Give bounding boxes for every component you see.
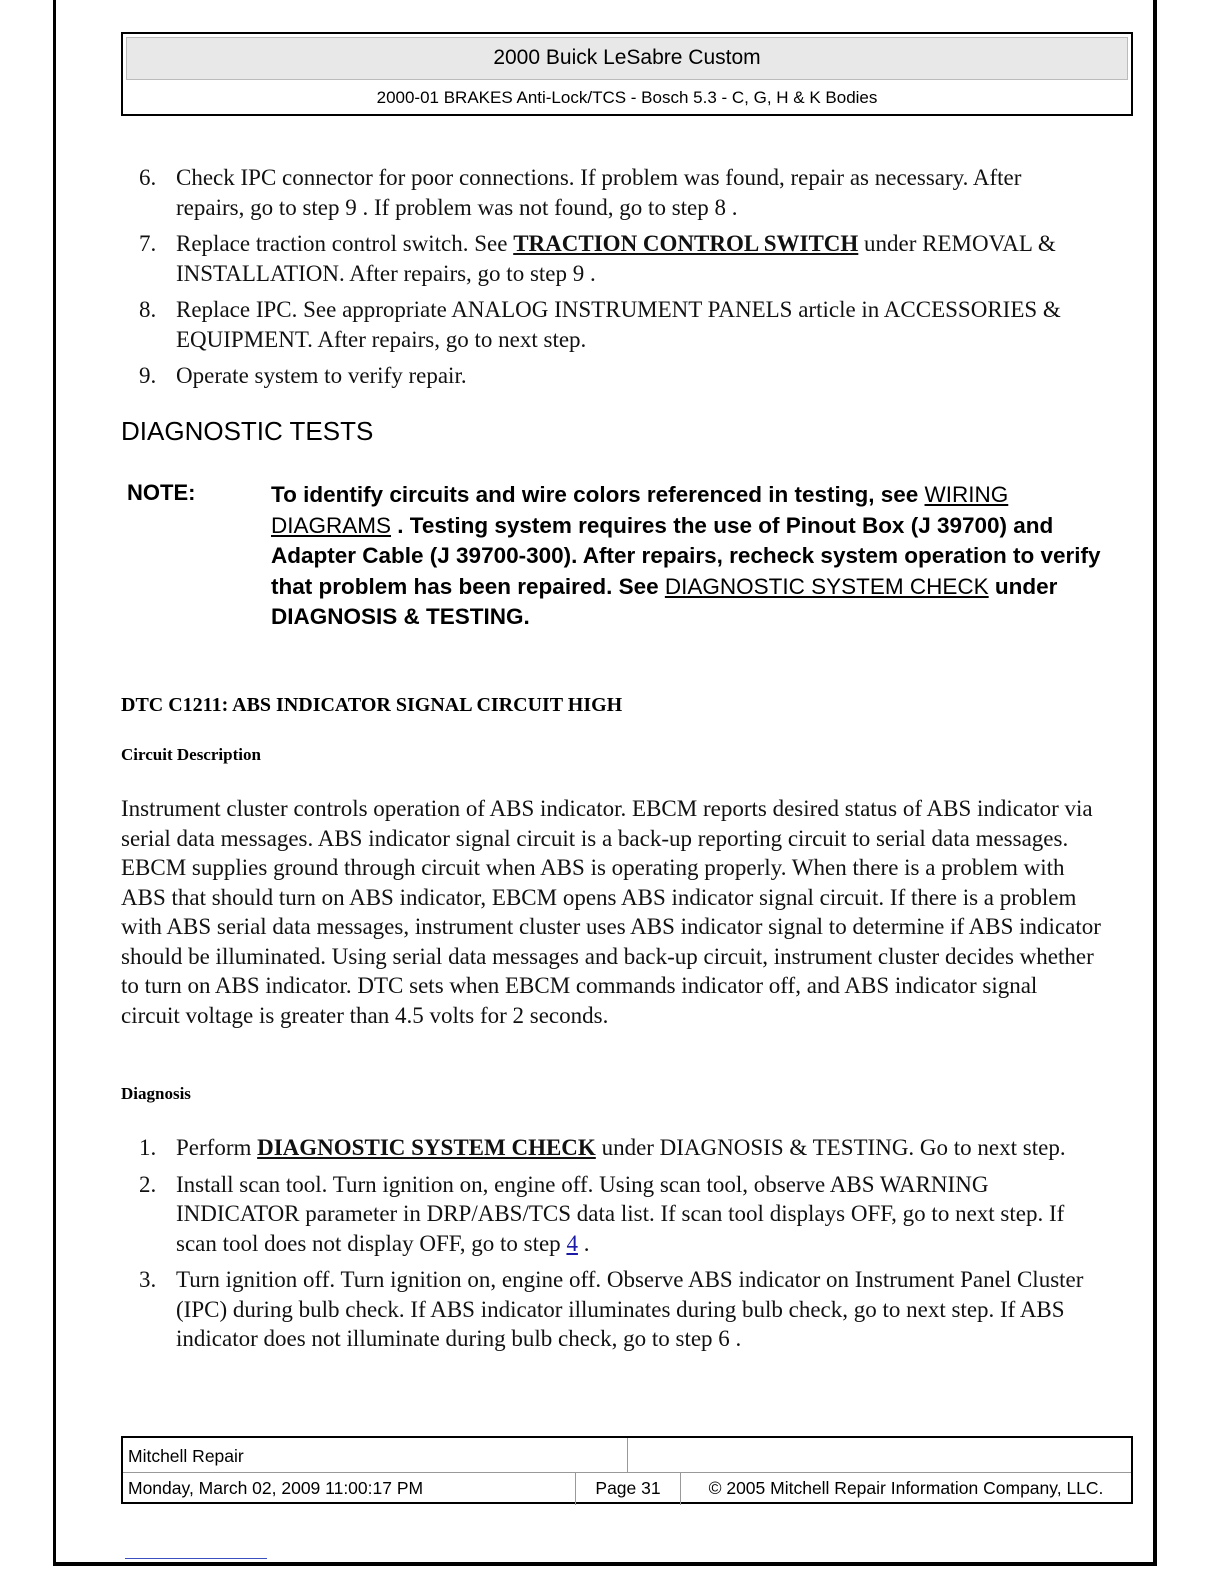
- list-item: [121, 295, 1091, 354]
- footer-datetime: Monday, March 02, 2009 11:00:17 PM: [123, 1473, 576, 1505]
- step-text: under DIAGNOSIS & TESTING. Go to next step.: [595, 1135, 1066, 1160]
- page-footer: [121, 1436, 1133, 1504]
- document-title: 2000 Buick LeSabre Custom: [126, 37, 1128, 80]
- diagnosis-heading: Diagnosis: [121, 1084, 191, 1103]
- note-text: under DIAGNOSIS & TESTING.: [271, 573, 1058, 629]
- step-number: 2.: [139, 1171, 157, 1197]
- list-item: [121, 1133, 1091, 1163]
- footer-copyright: © 2005 Mitchell Repair Information Company, LLC.: [708, 1478, 1104, 1498]
- step-4-link[interactable]: 4: [566, 1230, 578, 1256]
- step-text: Perform: [176, 1135, 258, 1160]
- step-text: Turn ignition off. Turn ignition on, engine off. Observe ABS indicator on Instrument Panel Cluster (IPC) during bulb check. If ABS indicator illuminates during bulb check, go to next step. If ABS indicator does not illuminate during bulb check, go to step 6 .: [176, 1267, 1084, 1351]
- step-number: 1.: [139, 1135, 157, 1160]
- step-number: 6.: [139, 165, 157, 190]
- footer-row: [123, 1472, 1131, 1505]
- circuit-description-heading: Circuit Description: [121, 745, 261, 764]
- document-subtitle: 2000-01 BRAKES Anti-Lock/TCS - Bosch 5.3 - C, G, H & K Bodies: [376, 88, 878, 107]
- list-item: [121, 163, 1091, 222]
- list-item: [121, 229, 1091, 288]
- repair-steps-list: [121, 163, 1091, 398]
- page-header: [121, 32, 1133, 116]
- step-number: 7.: [139, 231, 157, 256]
- diagnosis-steps-list: [121, 1133, 1091, 1361]
- step-text: Check IPC connector for poor connections. If problem was found, repair as necessary. After repairs, go to step 9 . If problem was not found, go to step 8 .: [176, 165, 1022, 220]
- dtc-heading: DTC C1211: ABS INDICATOR SIGNAL CIRCUIT HIGH: [121, 694, 623, 716]
- step-number: 8.: [139, 297, 157, 322]
- bottom-link-rule: [125, 1558, 267, 1559]
- step-text: Install scan tool. Turn ignition on, engine off. Using scan tool, observe ABS WARNING INDICATOR parameter in DRP/ABS/TCS data list. If scan tool displays OFF, go to next step. If scan tool does not display OFF, go to step: [176, 1171, 1065, 1256]
- footer-row: [123, 1438, 1131, 1472]
- note-text: To identify circuits and wire colors referenced in testing, see: [271, 482, 925, 507]
- circuit-description-text: Instrument cluster controls operation of ABS indicator. EBCM reports desired status of ABS indicator via serial data messages. ABS indicator signal circuit is a back-up reporting circuit to serial data messages. EBCM supplies ground through circuit when ABS is operating properly. When there is a problem with ABS that should turn on ABS indicator, EBCM opens ABS indicator signal circuit. If there is a problem with ABS serial data messages, instrument cluster uses ABS indicator signal to determine if ABS indicator should be illuminated. Using serial data messages and back-up circuit, instrument cluster decides whether to turn on ABS indicator. DTC sets when EBCM commands indicator off, and ABS indicator signal circuit voltage is greater than 4.5 volts for 2 seconds.: [121, 796, 1101, 1028]
- step-text: .: [577, 1230, 590, 1256]
- list-item: [121, 361, 1091, 391]
- list-item: [121, 1265, 1091, 1354]
- step-number: 3.: [139, 1267, 157, 1292]
- step-text: under REMOVAL & INSTALLATION. After repairs, go to step 9 .: [176, 231, 1056, 286]
- traction-control-switch-link[interactable]: TRACTION CONTROL SWITCH: [513, 231, 859, 256]
- diagnostic-system-check-link[interactable]: DIAGNOSTIC SYSTEM CHECK: [257, 1135, 596, 1160]
- step-text: Replace IPC. See appropriate ANALOG INSTRUMENT PANELS article in ACCESSORIES & EQUIPMENT. After repairs, go to next step.: [176, 297, 1061, 352]
- list-item: [121, 1170, 1091, 1259]
- diagnostic-system-check-link[interactable]: DIAGNOSTIC SYSTEM CHECK: [664, 573, 989, 599]
- step-text: Operate system to verify repair.: [176, 363, 467, 388]
- note-label: NOTE:: [127, 480, 196, 505]
- note-body: [271, 480, 1101, 633]
- footer-company: Mitchell Repair: [123, 1438, 628, 1472]
- step-text: Replace traction control switch. See: [176, 231, 514, 256]
- section-heading: DIAGNOSTIC TESTS: [121, 416, 374, 446]
- footer-page-number: Page 31: [576, 1473, 681, 1505]
- wiring-diagrams-link[interactable]: WIRING DIAGRAMS: [271, 482, 1009, 538]
- step-number: 9.: [139, 363, 157, 388]
- note-text: . Testing system requires the use of Pinout Box (J 39700) and Adapter Cable (J 39700-300). After repairs, recheck system operation to verify that problem has been repaired. See: [271, 512, 1101, 599]
